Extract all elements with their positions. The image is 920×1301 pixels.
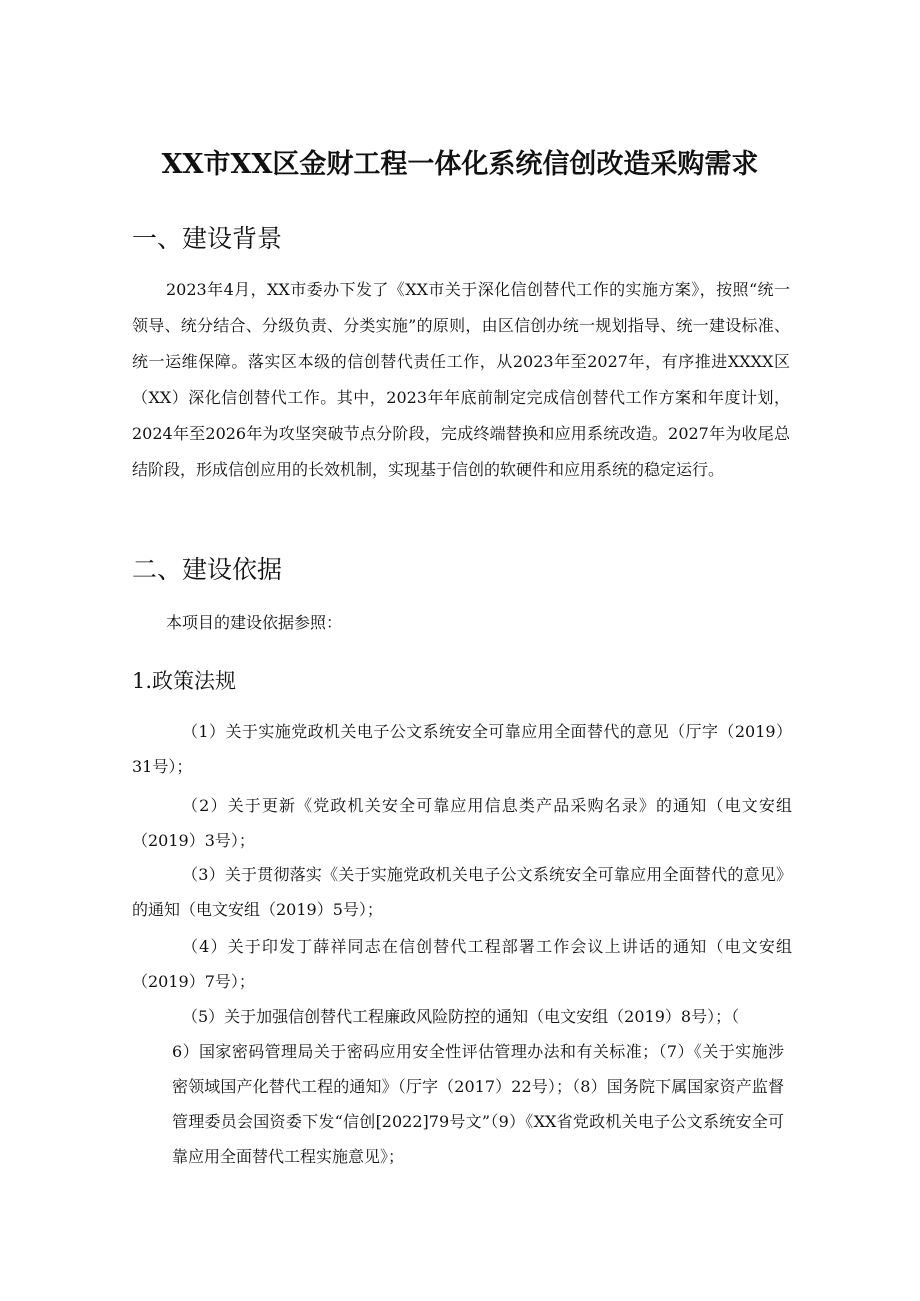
policy-item-3: （3）关于贯彻落实《关于实施党政机关电子公文系统安全可靠应用全面替代的意见》的通知（电文安组（2019）5号）； (132, 865, 792, 919)
policy-item-5: （5）关于加强信创替代工程廉政风险防控的通知（电文安组（2019）8号）；（ (182, 1007, 740, 1026)
section-heading-basis: 二、建设依据 (132, 555, 283, 584)
background-paragraph: 2023年4月，XX市委办下发了《XX市关于深化信创替代工作的实施方案》，按照“统一领导、统分结合、分级负责、分类实施”的原则，由区信创办统一规划指导、统一建设标准、统一运维保障。落实区本级的信创替代责任工作，从2023年至2027年，有序推进XXXX区（XX）深化信创替代工作。其中，2023年年底前制定完成信创替代工作方案和年度计划，2024年至2026年为攻坚突破节点分阶段，完成终端替换和应用系统改造。2027年为收尾总结阶段，形成信创应用的长效机制，实现基于信创的软硬件和应用系统的稳定运行。 (132, 280, 790, 479)
policy-items-6-to-9: 6）国家密码管理局关于密码应用安全性评估管理办法和有关标准；（7）《关于实施涉密领域国产化替代工程的通知》（厅字（2017）22号）；（8）国务院下属国家资产监督管理委员会国资委下发“信创[2022]79号文”（9）《XX省党政机关电子公文系统安全可靠应用全面替代工程实施意见》； (172, 1042, 784, 1166)
policy-item-1: （1）关于实施党政机关电子公文系统安全可靠应用全面替代的意见（厅字（2019）31号）； (132, 722, 792, 776)
document-title: XX市XX区金财工程一体化系统信创改造采购需求 (161, 149, 759, 180)
section-heading-background: 一、建设背景 (132, 224, 283, 253)
policy-item-2: （2）关于更新《党政机关安全可靠应用信息类产品采购名录》的通知（电文安组（2019）3号）； (132, 796, 792, 850)
policy-item-4: （4）关于印发丁薛祥同志在信创替代工程部署工作会议上讲话的通知（电文安组（2019）7号）； (132, 937, 792, 991)
subsection-heading-policy: 1.政策法规 (132, 669, 237, 693)
basis-intro-paragraph: 本项目的建设依据参照： (166, 613, 343, 632)
